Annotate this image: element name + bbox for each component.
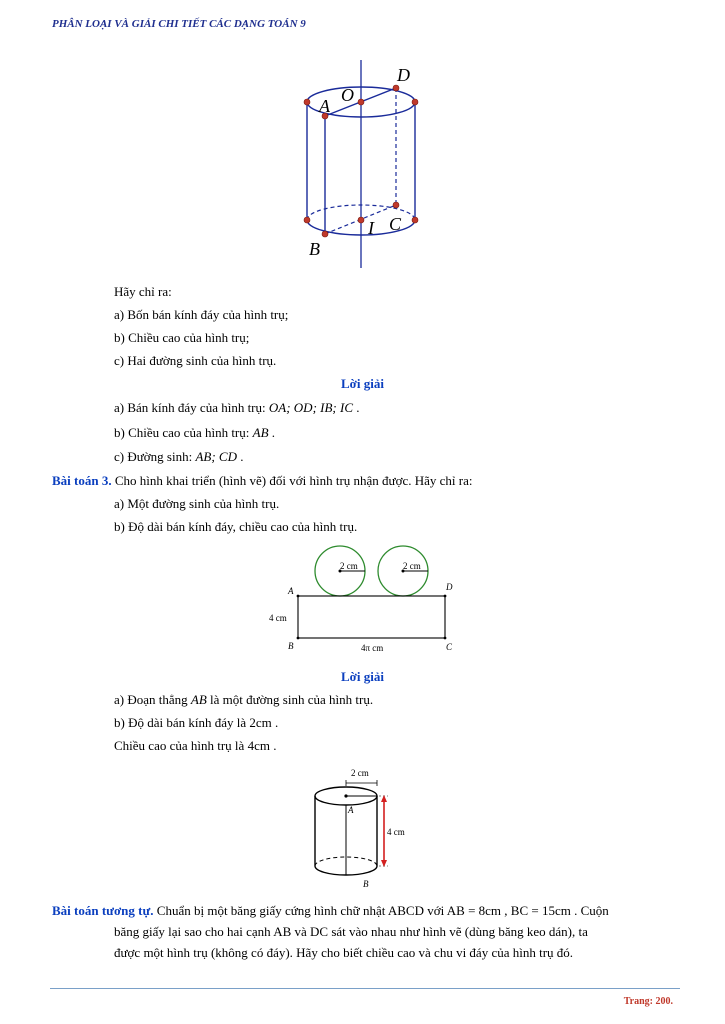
- solution-text: Chiều cao của hình trụ là: [114, 738, 248, 753]
- solution-text: b) Độ dài bán kính đáy là: [114, 715, 250, 730]
- problem-label: Bài toán 3.: [52, 473, 112, 488]
- point: [412, 217, 418, 223]
- solution-end: là một đường sinh của hình trụ.: [206, 692, 374, 707]
- point-o: [358, 99, 364, 105]
- corner-dot: [297, 637, 300, 640]
- top-label: 2 cm: [351, 768, 369, 778]
- similar-line-1: [52, 900, 672, 921]
- question-item: b) Chiều cao của hình trụ;: [114, 330, 250, 345]
- question-item: a) Một đường sinh của hình trụ.: [114, 496, 280, 511]
- label-a: A: [348, 805, 354, 815]
- cylinder-figure: [290, 60, 440, 270]
- similar-line-3: được một hình trụ (không có đáy). Hãy cho biết chiều cao và chu vi đáy của hình trụ đó.: [114, 945, 574, 960]
- cylinder-dimension-figure: [306, 762, 416, 894]
- point: [304, 217, 310, 223]
- cylinder-net-figure: [262, 542, 472, 658]
- question-item: b) Độ dài bán kính đáy, chiều cao của hình trụ.: [114, 519, 358, 534]
- label-d: D: [446, 582, 453, 592]
- corner-dot: [297, 595, 300, 598]
- problem-3: [52, 473, 472, 489]
- solution-math: 2cm: [249, 715, 272, 730]
- problem-text: Cho hình khai triển (hình vẽ) đối với hình trụ nhận được. Hãy chỉ ra:: [111, 473, 473, 488]
- label-c: C: [446, 642, 453, 652]
- corner-dot: [444, 637, 447, 640]
- question-item: c) Hai đường sinh của hình trụ.: [114, 353, 277, 368]
- label-d: D: [397, 65, 410, 85]
- label-o: O: [341, 85, 354, 105]
- solution-text: c) Đường sinh:: [114, 449, 196, 464]
- radius-label-2: 2 cm: [403, 561, 421, 571]
- page-header: PHÂN LOẠI VÀ GIẢI CHI TIẾT CÁC DẠNG TOÁN 9: [52, 18, 306, 30]
- solution-text: a) Đoạn thẳng: [114, 692, 191, 707]
- solution-math: 4cm: [247, 738, 270, 753]
- solution-line: [114, 449, 243, 465]
- similar-line-2: băng giấy lại sao cho hai cạnh AB và DC sát vào nhau như hình vẽ (dùng băng keo dán), ta: [114, 924, 588, 939]
- solution-line: [114, 692, 373, 708]
- solution-end: .: [353, 400, 360, 415]
- solution-line: [114, 425, 275, 441]
- solution-math: AB; CD: [195, 449, 237, 464]
- similar-problem: [52, 900, 672, 963]
- solution-text: a) Bán kính đáy của hình trụ:: [114, 400, 269, 415]
- width-label: 4π cm: [361, 643, 384, 653]
- label-a: A: [288, 586, 294, 596]
- solution-text: b) Chiều cao của hình trụ:: [114, 425, 253, 440]
- footer-divider: [50, 988, 680, 989]
- point: [304, 99, 310, 105]
- label-b: B: [363, 879, 369, 889]
- point-c: [393, 202, 399, 208]
- point-d: [393, 85, 399, 91]
- label-a: A: [319, 96, 330, 116]
- height-label: 4 cm: [269, 613, 287, 623]
- height-label: 4 cm: [387, 827, 405, 837]
- solution-math: AB: [190, 692, 207, 707]
- label-b: B: [309, 239, 320, 259]
- solution-title: Lời giải: [341, 376, 384, 391]
- solution-line: [114, 738, 276, 754]
- page-number: Trang: 200.: [623, 996, 673, 1007]
- point-i: [358, 217, 364, 223]
- radius-label-1: 2 cm: [340, 561, 358, 571]
- label-i: I: [368, 218, 374, 238]
- question-intro: Hãy chỉ ra:: [114, 284, 172, 299]
- point-b: [322, 231, 328, 237]
- point: [412, 99, 418, 105]
- solution-end: .: [268, 425, 276, 440]
- lateral-rectangle: [298, 596, 445, 638]
- center-dot: [344, 794, 347, 797]
- solution-math: OA; OD; IB; IC: [268, 400, 354, 415]
- problem-text: Chuẩn bị một băng giấy cứng hình chữ nhật ABCD với AB = 8cm , BC = 15cm . Cuộn: [153, 903, 609, 918]
- label-b: B: [288, 641, 294, 651]
- problem-label: Bài toán tương tự.: [52, 903, 154, 918]
- arrow-head-down: [381, 860, 387, 867]
- solution-math: AB: [252, 425, 269, 440]
- solution-line: [114, 400, 360, 416]
- solution-end: .: [236, 449, 244, 464]
- solution-title: Lời giải: [341, 669, 384, 684]
- label-c: C: [389, 214, 402, 234]
- question-item: a) Bốn bán kính đáy của hình trụ;: [114, 307, 289, 322]
- solution-end: .: [269, 738, 277, 753]
- solution-line: [114, 715, 278, 731]
- arrow-head-up: [381, 795, 387, 802]
- solution-end: .: [271, 715, 279, 730]
- corner-dot: [444, 595, 447, 598]
